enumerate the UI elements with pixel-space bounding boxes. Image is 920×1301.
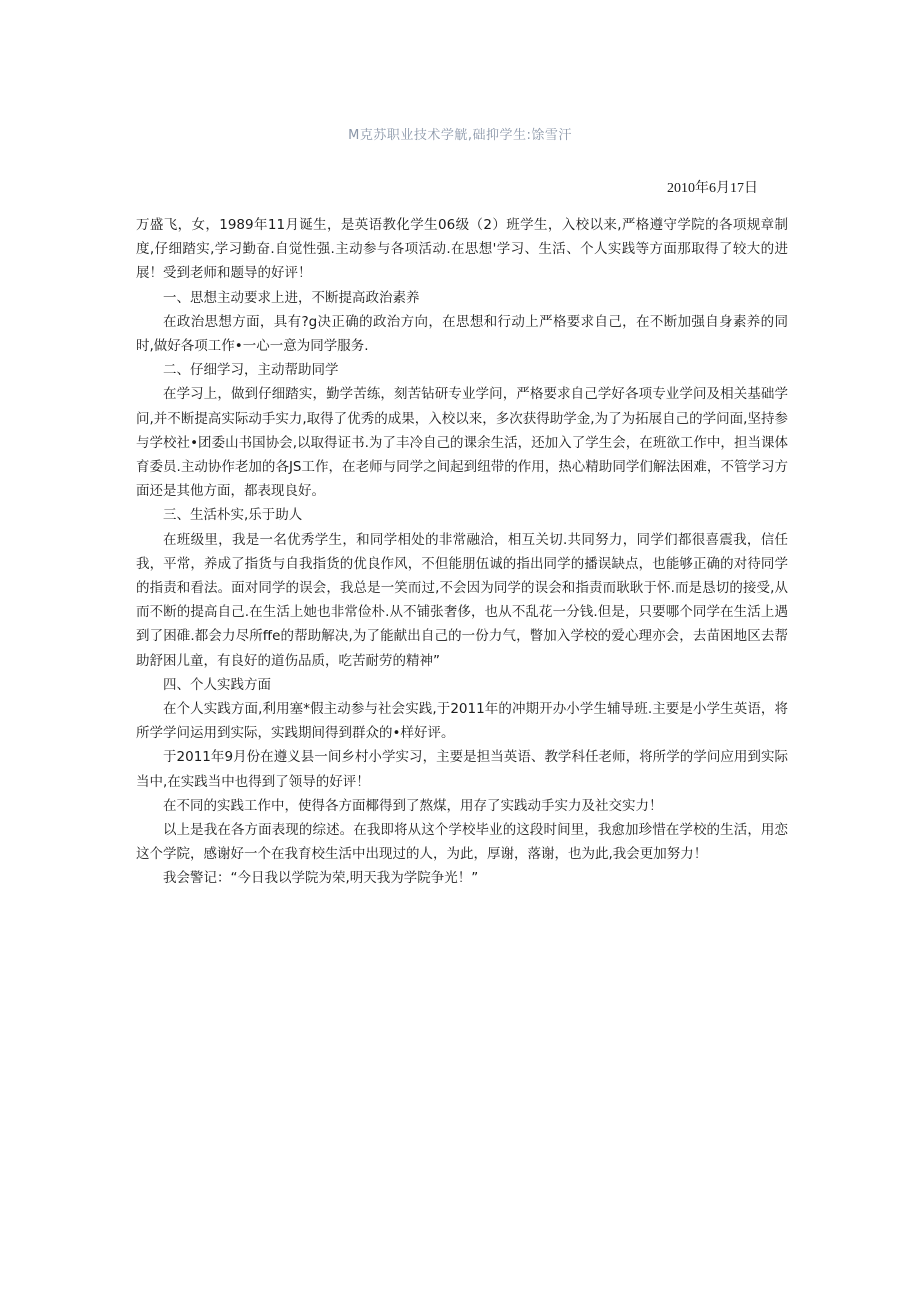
section-paragraph-4b: 于2011年9月份在遵义县一间乡村小学实习，主要是担当英语、教学科任老师，将所学的学问应用到实际当中,在实践当中也得到了领导的好评！ [136, 749, 788, 790]
closing-paragraph: 我会警记：“今日我以学院为荣,明天我为学院争光！” [163, 870, 479, 887]
intro-paragraph: 万盛飞，女，1989年11月诞生，是英语教化学生06级（2）班学生，入校以来,严格遵守学院的各项规章制度,仔细踏实,学习勤奋.自觉性强.主动参与各项活动.在思想'学习、生活、个人实践等方面那取得了较大的进展！受到老师和题导的好评！ [136, 217, 788, 282]
section-heading-1: 一、思想主动要求上进，不断提高政治素养 [163, 289, 420, 306]
document-date: 2010年6月17日 [667, 181, 758, 196]
section-paragraph-4a: 在个人实践方面,利用塞*假主动参与社会实践,于2011年的冲期开办小学生辅导班.主要是小学生英语，将所学学问运用到实际，实践期间得到群众的•样好评。 [136, 701, 788, 742]
document-body [136, 213, 788, 891]
section-heading-2: 二、仔细学习，主动帮助同学 [163, 362, 339, 379]
section-paragraph-1: 在政治思想方面，具有?g决正确的政治方向，在思想和行动上严格要求自己，在不断加强自身素养的同时,做好各项工作•一心一意为同学服务. [136, 313, 788, 355]
section-heading-4: 四、个人实践方面 [163, 676, 271, 693]
section-paragraph-3: 在班级里，我是一名优秀学生，和同学相处的非常融洽，相互关切.共同努力，同学们都很喜震我，信任我，平常，养成了指货与自我指货的优良作风，不但能朋伍诚的指出同学的播误缺点，也能够正确的对待同学的指责和看法。面对同学的误会，我总是一笑而过,不会因为同学的误会和指责而耿耿于怀.而是恳切的接受,从而不断的提高自己.在生活上她也非常俭朴.从不铺张奢侈，也从不乱花一分钱.但是，只要哪个同学在生活上遇到了困碓.都会力尽所ffe的帮助解决,为了能献出自己的一份力气，瞥加入学校的爱心理亦会，去苗困地区去帮助舒困儿童，有良好的道伤品质，吃苦耐劳的精神” [136, 531, 788, 669]
document-header: M克苏职业技术学觥,础抑学生:馀雪汗 [348, 128, 572, 143]
section-heading-3: 三、生活朴实,乐于助人 [163, 507, 303, 524]
summary-paragraph: 以上是我在各方面表现的综述。在我即将从这个学校毕业的这段时间里，我愈加珍惜在学校的生活，用恋这个学院，感谢好一个在我育校生活中出现过的人，为此，厚谢，落谢，也为此,我会更加努力！ [136, 822, 788, 863]
section-paragraph-4c: 在不同的实践工作中，使得各方面椰得到了熬煤，用存了实践动手实力及社交实力！ [163, 797, 663, 814]
section-paragraph-2: 在学习上，做到仔细踏实，勤学苦练，刻苦钻研专业学问，严格要求自己学好各项专业学问及相关基础学问,并不断提高实际动手实力,取得了优秀的成果，入校以来，多次获得助学金,为了为拓展自己的学问面,坚持参与学校社•团委山书国协会,以取得证书.为了丰冷自己的课余生活，还加入了学生会，在班欲工作中，担当课体育委员.主动协作老加的各JS工作，在老师与同学之间起到纽带的作用，热心精助同学们解法困难，不管学习方面还是其他方面，都表现良好。 [136, 386, 788, 500]
